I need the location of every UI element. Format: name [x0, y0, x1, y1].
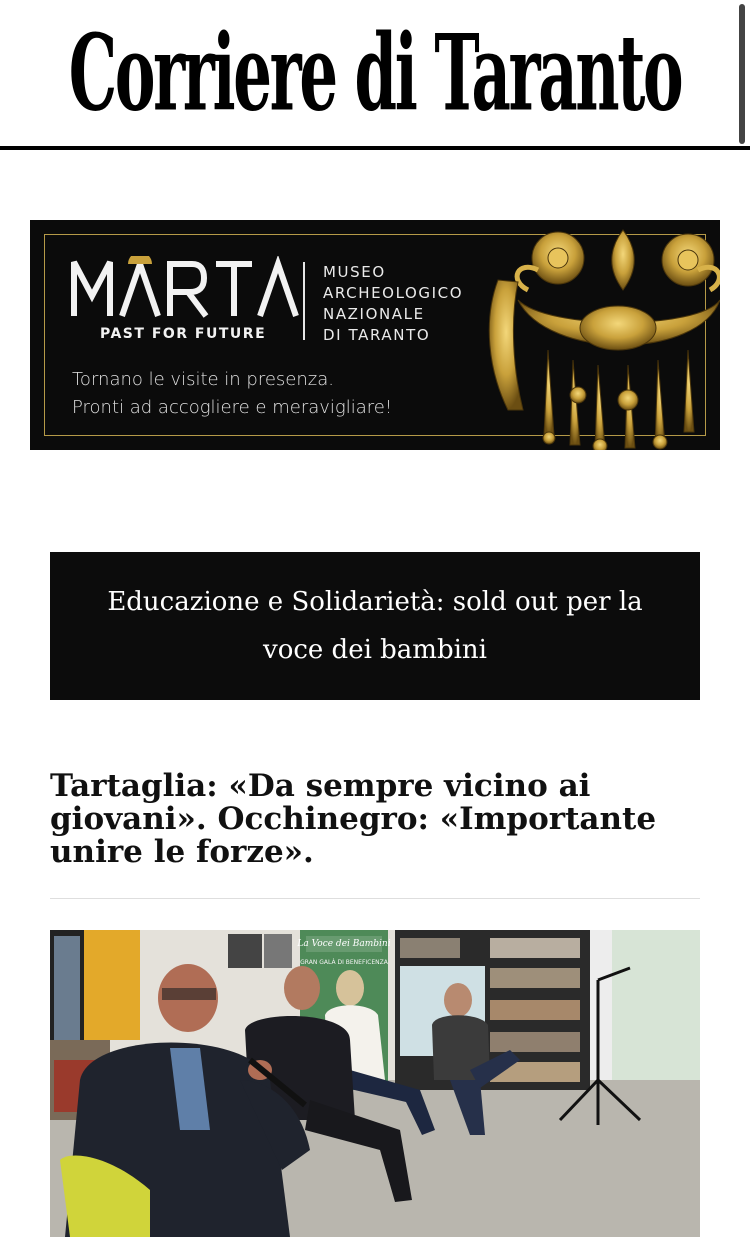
masthead: [0, 0, 750, 150]
museum-line: DI TARANTO: [323, 326, 431, 344]
article-photo[interactable]: [50, 930, 700, 1237]
scrollbar[interactable]: [739, 4, 745, 144]
gold-diadem-image: [478, 220, 720, 450]
logo-divider: [303, 262, 305, 340]
press-conference-image: [50, 930, 700, 1237]
museum-line: ARCHEOLOGICO: [323, 284, 464, 302]
marta-tagline: PAST FOR FUTURE: [100, 326, 267, 342]
museum-line: NAZIONALE: [323, 305, 425, 323]
article-headline-link[interactable]: [50, 552, 700, 700]
site-title[interactable]: Corriere di Taranto: [68, 11, 682, 135]
museum-line: MUSEO: [323, 263, 386, 281]
separator: [50, 898, 700, 899]
marta-ad-banner[interactable]: [30, 220, 720, 450]
article-headline[interactable]: Educazione e Solidarietà: sold out per la voce dei bambini: [107, 587, 643, 665]
banner-slogan: [72, 366, 392, 422]
poster-title: La Voce dei Bambini: [297, 939, 391, 949]
article-subtitle: Tartaglia: «Da sempre vicino ai giovani». Occhinegro: «Importante unire le forze».: [50, 768, 657, 870]
marta-logo-icon: [70, 256, 300, 320]
museum-name: [323, 262, 463, 346]
masthead-divider: [0, 146, 750, 150]
slogan-line: Tornano le visite in presenza.: [72, 369, 334, 390]
slogan-line: Pronti ad accogliere e meravigliare!: [72, 397, 393, 418]
poster-subtitle: GRAN GALÀ DI BENEFICENZA: [300, 959, 388, 966]
